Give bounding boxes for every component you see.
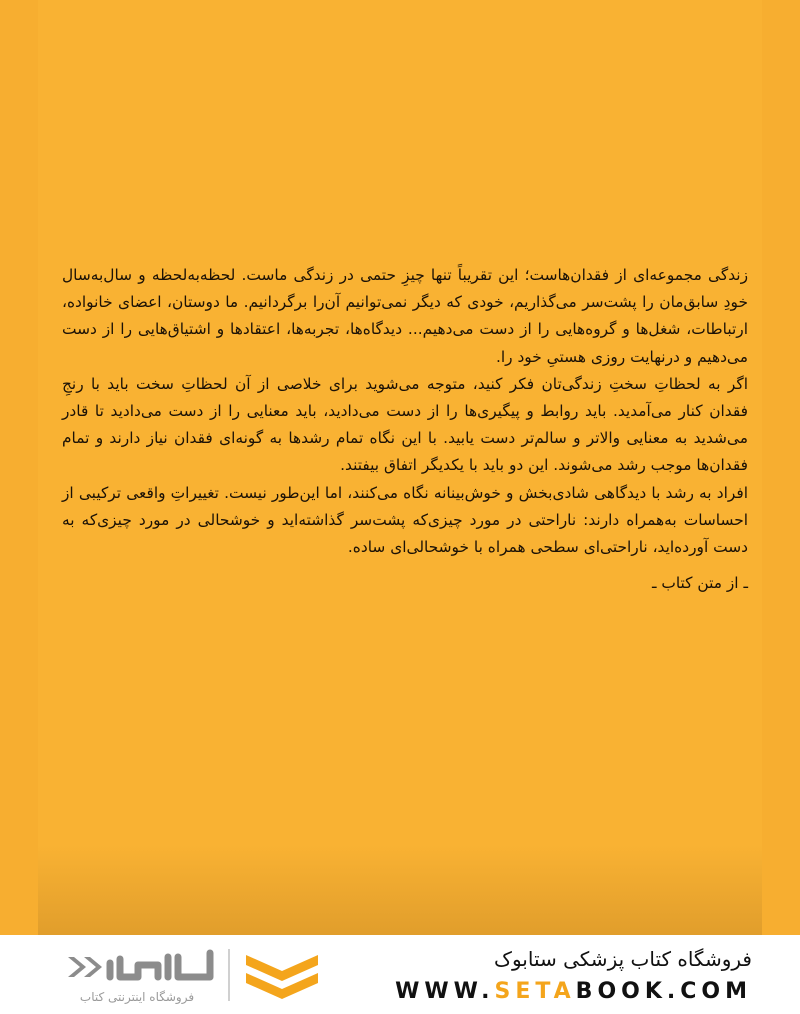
store-url-link[interactable] — [395, 979, 752, 1004]
url-prefix: WWW. — [395, 979, 495, 1004]
book-chevron-icon — [242, 949, 322, 1005]
cover-edge-right — [762, 0, 800, 935]
url-suffix: BOOK.COM — [575, 979, 752, 1004]
cover-edge-left — [0, 0, 38, 935]
blurb-attribution: ـ از متن کتاب ـ — [651, 574, 748, 593]
blurb-paragraph-2: اگر به لحظاتِ سختِ زندگی‌تان فکر کنید، متوجه می‌شوید برای خلاصی از آن لحظاتِ سخت باید با رنجِ فقدان کنار می‌آمدید. باید روابط و پیگیری‌ها را از دست می‌دادید، باید معنایی را از دست می‌دادید تا قادر می‌شدید به معنایی والاتر و سالم‌تر دست یابید. با این نگاه تمام رشدها به گونه‌ای فقدان نیاز دارند و تمام فقدان‌ها موجب رشد می‌شوند. این دو باید با یکدیگر اتفاق بیفتند. — [62, 374, 748, 475]
url-highlight: SETA — [494, 979, 576, 1004]
blurb-paragraph-3: افراد به رشد با دیدگاهی شادی‌بخش و خوش‌بینانه نگاه می‌کنند، اما این‌طور نیست. تغییراتِ واقعی ترکیبی از احساسات به‌همراه دارند: ناراحتی در مورد چیزی‌که پشت‌سر گذاشته‌اید و خوشحالی در مورد چیزی‌که به دست آورده‌اید، ناراحتی‌ای سطحی همراه با خوشحالی‌ای ساده. — [62, 483, 748, 557]
logo-divider — [228, 949, 230, 1001]
cover-bottom-shadow — [38, 845, 762, 935]
setabook-logo-icon — [60, 943, 220, 987]
store-name: فروشگاه کتاب پزشکی ستابوک — [494, 947, 752, 971]
logo-subtitle: فروشگاه اینترنتی کتاب — [79, 990, 195, 1004]
book-blurb — [62, 262, 748, 597]
blurb-paragraph-1: زندگی مجموعه‌ای از فقدان‌هاست؛ این تقریباً تنها چیزِ حتمی در زندگی ماست. لحظه‌به‌لحظه و سال‌به‌سال خودِ سابق‌مان را پشت‌سر می‌گذاریم، خودی که دیگر نمی‌توانیم آن‌را برگردانیم. ما دوستان، اعضای خانواده، ارتباطات، شغل‌ها و گروه‌هایی را از دست می‌دهیم... دیدگاه‌ها، تجربه‌ها، اعتقادها و اشتیاق‌هایی را از دست می‌دهیم و درنهایت روزی هستیِ خود را. — [62, 266, 748, 366]
store-footer — [0, 935, 800, 1014]
